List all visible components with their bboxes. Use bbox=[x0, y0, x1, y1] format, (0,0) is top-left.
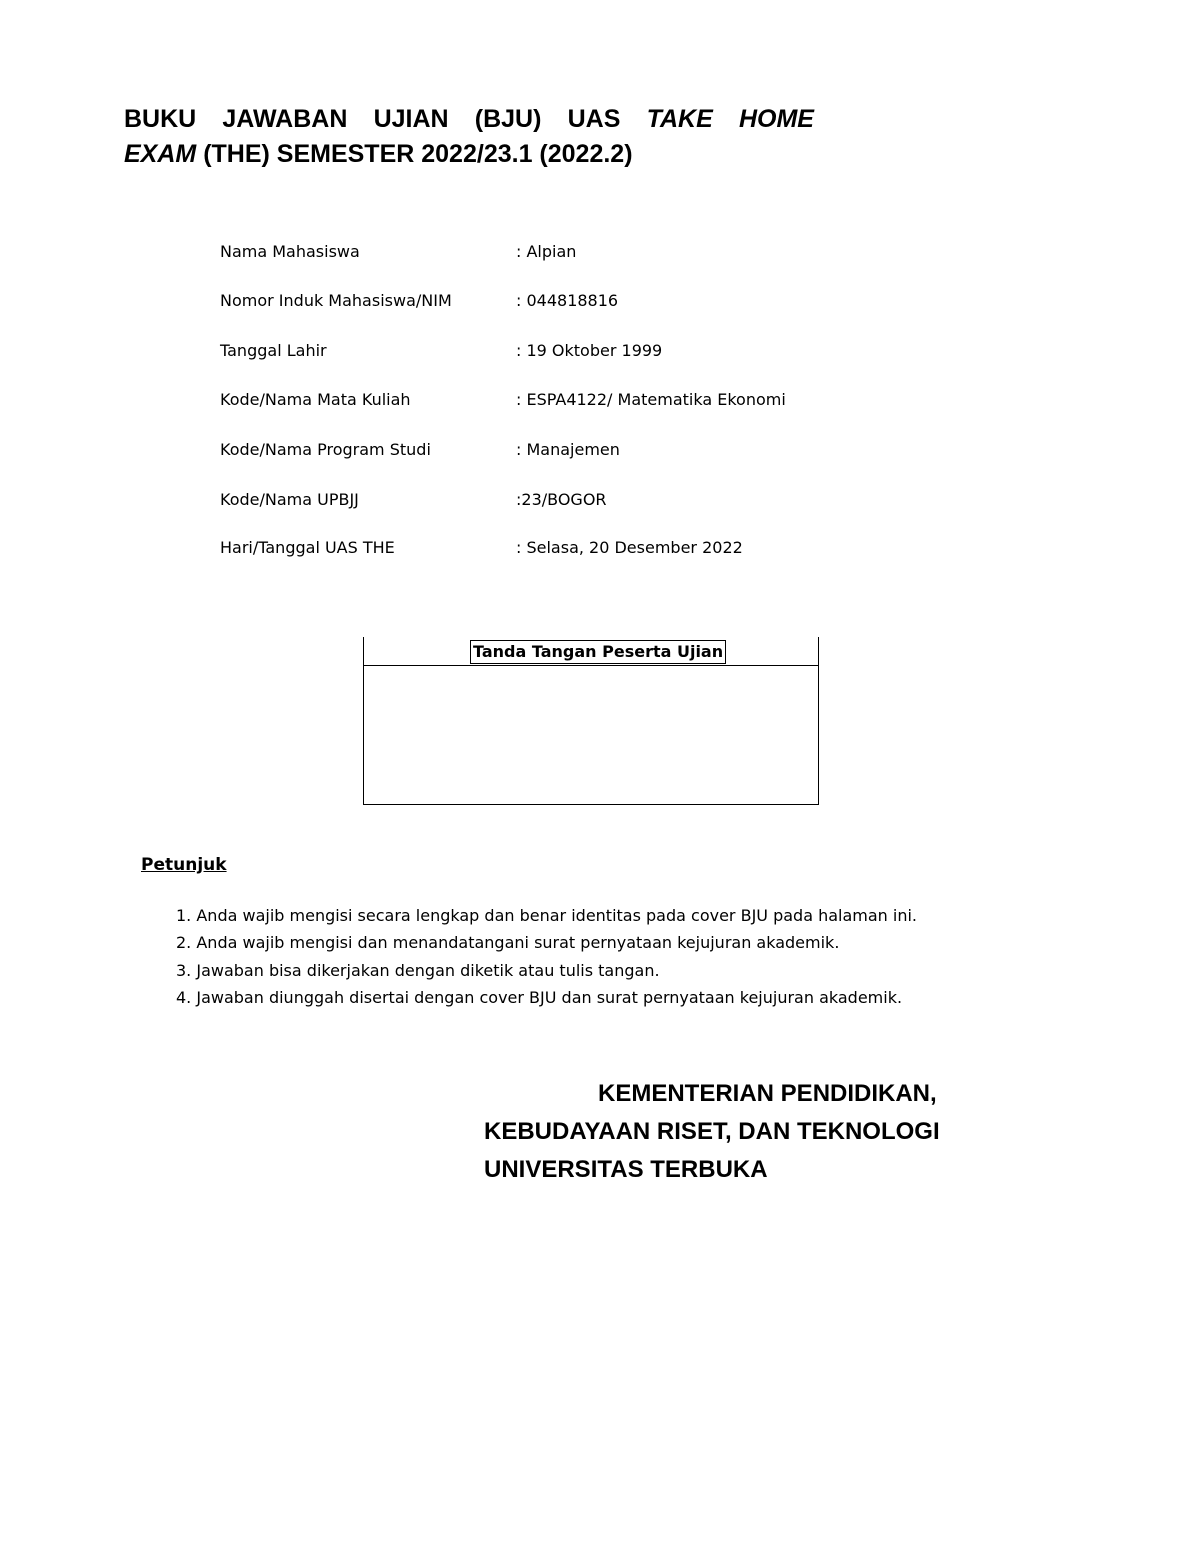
field-hari-tanggal-uas bbox=[220, 535, 1020, 561]
field-upbjj bbox=[220, 487, 1020, 513]
field-value: :23/BOGOR bbox=[516, 490, 607, 509]
field-nim bbox=[220, 288, 1020, 314]
institution-line-1: KEMENTERIAN PENDIDIKAN, bbox=[598, 1080, 937, 1107]
instructions-heading: Petunjuk bbox=[141, 855, 227, 875]
field-label: Hari/Tanggal UAS THE bbox=[220, 538, 395, 557]
field-value: : Selasa, 20 Desember 2022 bbox=[516, 538, 743, 557]
field-label: Kode/Nama Mata Kuliah bbox=[220, 390, 411, 409]
instruction-item: 3. Jawaban bisa dikerjakan dengan diketik atau tulis tangan. bbox=[176, 961, 660, 980]
field-value: : ESPA4122/ Matematika Ekonomi bbox=[516, 390, 786, 409]
field-program-studi bbox=[220, 437, 1020, 463]
field-mata-kuliah bbox=[220, 387, 1020, 413]
signature-divider bbox=[364, 665, 818, 666]
field-label: Nama Mahasiswa bbox=[220, 242, 360, 261]
title-word: UAS bbox=[567, 105, 621, 133]
field-label: Tanggal Lahir bbox=[220, 341, 327, 360]
instruction-item: 1. Anda wajib mengisi secara lengkap dan benar identitas pada cover BJU pada halaman ini. bbox=[176, 906, 918, 925]
field-value: : Alpian bbox=[516, 242, 577, 261]
title-rest: (THE) SEMESTER 2022/23.1 (2022.2) bbox=[203, 140, 633, 168]
title-line-2 bbox=[124, 137, 814, 172]
title-word: BUKU bbox=[124, 105, 197, 133]
instruction-item: 4. Jawaban diunggah disertai dengan cover BJU dan surat pernyataan kejujuran akademik. bbox=[176, 988, 903, 1007]
field-value: : 19 Oktober 1999 bbox=[516, 341, 663, 360]
title-word: JAWABAN bbox=[222, 105, 348, 133]
field-label: Kode/Nama UPBJJ bbox=[220, 490, 359, 509]
instruction-item: 2. Anda wajib mengisi dan menandatangani surat pernyataan kejujuran akademik. bbox=[176, 933, 840, 952]
signature-box bbox=[363, 637, 819, 805]
field-label: Nomor Induk Mahasiswa/NIM bbox=[220, 291, 452, 310]
title-word-italic: HOME bbox=[738, 105, 814, 133]
institution-line-3: UNIVERSITAS TERBUKA bbox=[484, 1156, 768, 1183]
title-word: (BJU) bbox=[474, 105, 542, 133]
field-nama-mahasiswa bbox=[220, 239, 1020, 265]
signature-label: Tanda Tangan Peserta Ujian bbox=[470, 640, 726, 664]
field-value: : Manajemen bbox=[516, 440, 620, 459]
field-label: Kode/Nama Program Studi bbox=[220, 440, 431, 459]
field-tanggal-lahir bbox=[220, 338, 1020, 364]
title-word-italic: TAKE bbox=[646, 105, 713, 133]
document-title bbox=[124, 102, 814, 172]
title-word: UJIAN bbox=[373, 105, 449, 133]
field-value: : 044818816 bbox=[516, 291, 619, 310]
institution-line-2: KEBUDAYAAN RISET, DAN TEKNOLOGI bbox=[484, 1118, 940, 1145]
title-line-1 bbox=[124, 102, 814, 137]
title-word-italic: EXAM bbox=[124, 140, 197, 168]
